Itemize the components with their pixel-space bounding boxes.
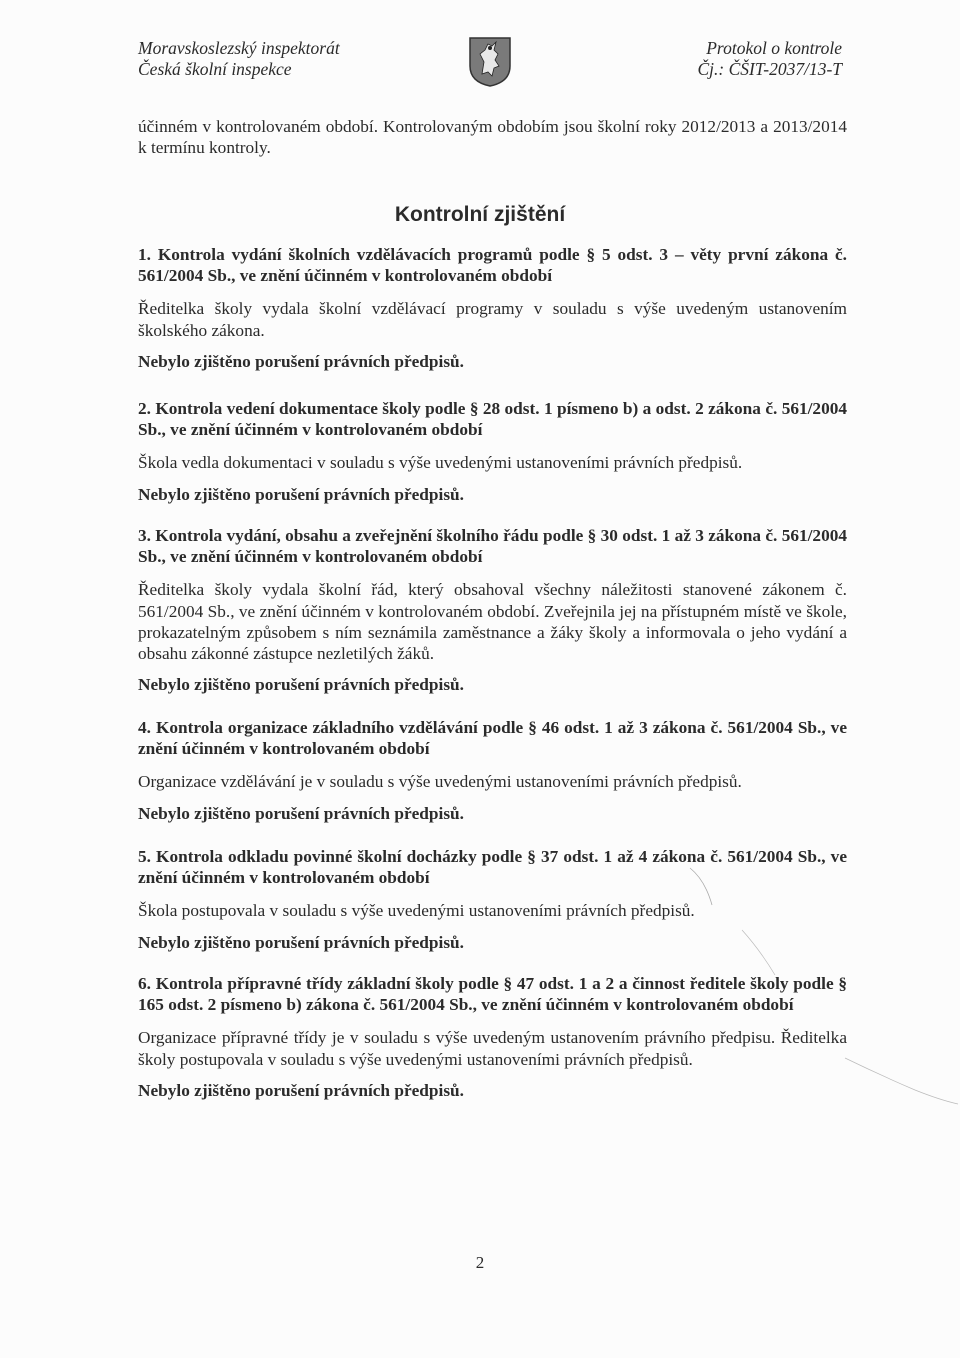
section-4	[138, 717, 847, 824]
section-body: Škola vedla dokumentaci v souladu s výše uvedenými ustanoveními právních předpisů.	[138, 453, 743, 473]
section-5	[138, 846, 847, 953]
page-number: 2	[475, 1253, 485, 1272]
section-title: 1. Kontrola vydání školních vzdělávacích programů podle § 5 odst. 3 – věty první zákona č. 561/2004 Sb., ve znění účinném v kontrolovaném období	[138, 245, 847, 286]
coat-of-arms-emblem	[468, 36, 512, 88]
section-2	[138, 398, 847, 505]
section-result: Nebylo zjištěno porušení právních předpisů.	[138, 1080, 464, 1100]
section-title: 5. Kontrola odkladu povinné školní docházky podle § 37 odst. 1 až 4 zákona č. 561/2004 Sb., ve znění účinném v kontrolovaném období	[138, 847, 847, 888]
section-body: Ředitelka školy vydala školní vzdělávací programy v souladu s výše uvedeným ustanovením školského zákona.	[138, 299, 847, 340]
section-title: 4. Kontrola organizace základního vzdělávání podle § 46 odst. 1 až 3 zákona č. 561/2004 Sb., ve znění účinném v kontrolovaném období	[138, 718, 847, 759]
section-result: Nebylo zjištěno porušení právních předpisů.	[138, 484, 464, 504]
section-result: Nebylo zjištěno porušení právních předpisů.	[138, 803, 464, 823]
header-document-info	[697, 38, 842, 80]
section-3	[138, 525, 847, 695]
section-title: 6. Kontrola přípravné třídy základní školy podle § 47 odst. 1 a 2 a činnost ředitele školy podle § 165 odst. 2 písmeno b) zákona č. 561/2004 Sb., ve znění účinném v kontrolovaném období	[138, 974, 847, 1015]
section-result: Nebylo zjištěno porušení právních předpisů.	[138, 675, 464, 695]
header-organization	[138, 38, 340, 80]
org-name-line2: Česká školní inspekce	[138, 59, 292, 79]
section-result: Nebylo zjištěno porušení právních předpisů.	[138, 932, 464, 952]
document-reference: Čj.: ČŠIT-2037/13-T	[697, 59, 842, 79]
section-6	[138, 973, 847, 1101]
document-title: Protokol o kontrole	[706, 38, 842, 58]
section-1	[138, 244, 847, 372]
section-body: Organizace vzdělávání je v souladu s výše uvedenými ustanoveními právních předpisů.	[138, 772, 742, 792]
section-heading: Kontrolní zjištění	[394, 203, 566, 226]
section-body: Organizace přípravné třídy je v souladu s výše uvedeným ustanovením právního předpisu. Ředitelka školy postupovala v souladu s výše uvedenými ustanoveními právních předpisů.	[138, 1028, 847, 1069]
section-body: Ředitelka školy vydala školní řád, který obsahoval všechny náležitosti stanovené zákonem č. 561/2004 Sb., ve znění účinném v kontrolovaném období. Zveřejnila jej na přístupném místě ve škole, prokazatelným způsobem s ním seznámila zaměstnance a žáky školy a informovala o jeho vydání a obsahu zákonné zástupce nezletilých žáků.	[138, 580, 847, 664]
section-title: 3. Kontrola vydání, obsahu a zveřejnění školního řádu podle § 30 odst. 1 až 3 zákona č. 561/2004 Sb., ve znění účinném v kontrolovaném období	[138, 526, 847, 567]
section-result: Nebylo zjištěno porušení právních předpisů.	[138, 351, 464, 371]
intro-paragraph-block	[138, 116, 847, 158]
org-name-line1: Moravskoslezský inspektorát	[138, 38, 340, 58]
section-title: 2. Kontrola vedení dokumentace školy podle § 28 odst. 1 písmeno b) a odst. 2 zákona č. 561/2004 Sb., ve znění účinném v kontrolovaném období	[138, 399, 847, 440]
intro-paragraph: účinném v kontrolovaném období. Kontrolovaným obdobím jsou školní roky 2012/2013 a 2013/2014 k termínu kontroly.	[138, 117, 847, 158]
section-body: Škola postupovala v souladu s výše uvedenými ustanoveními právních předpisů.	[138, 901, 695, 921]
